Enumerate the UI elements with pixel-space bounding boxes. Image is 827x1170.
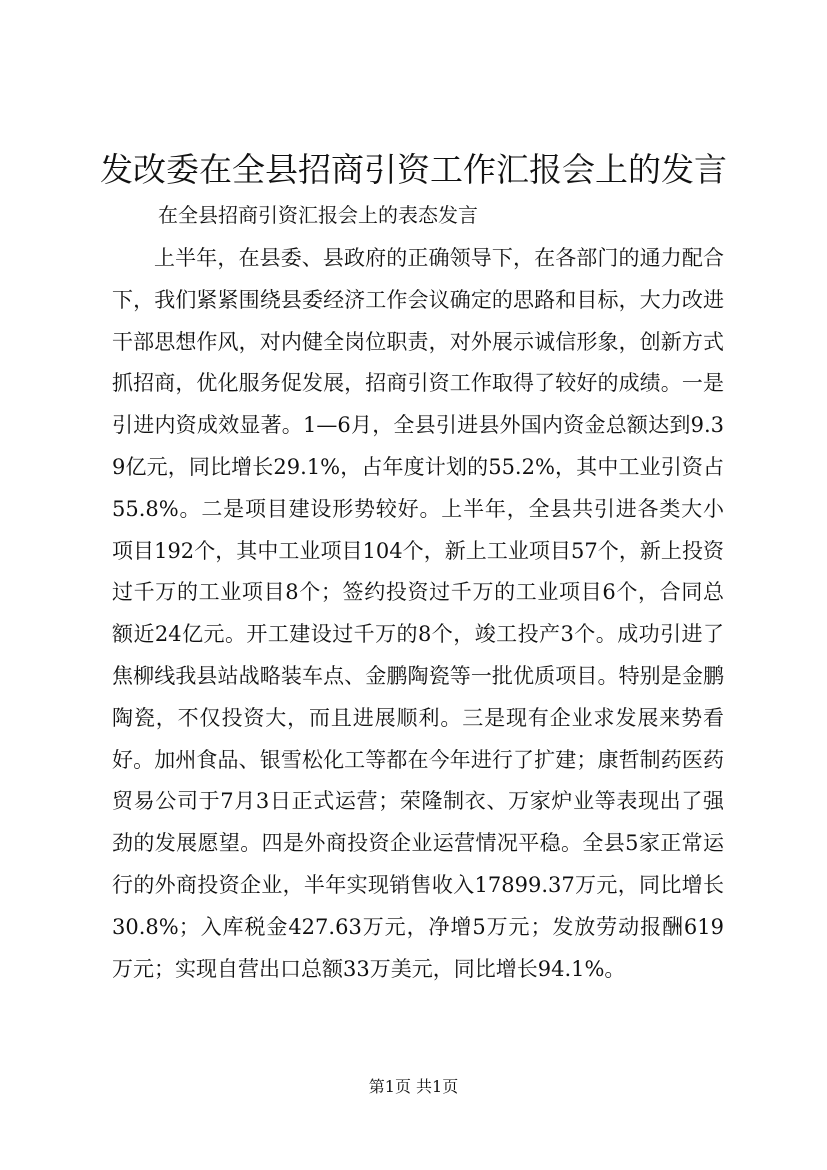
document-title: 发改委在全县招商引资工作汇报会上的发言 xyxy=(100,150,727,189)
page-footer: 第1页 共1页 xyxy=(368,1077,459,1096)
body-paragraph: 上半年，在县委、县政府的正确领导下，在各部门的通力配合下，我们紧紧围绕县委经济工作会议确定的思路和目标，大力改进干部思想作风，对内健全岗位职责，对外展示诚信形象，创新方式抓招商，优化服务促发展，招商引资工作取得了较好的成绩。一是引进内资成效显著。1—6月，全县引进县外国内资金总额达到9.39亿元，同比增长29.1%，占年度计划的55.2%，其中工业引资占55.8%。二是项目建设形势较好。上半年，全县共引进各类大小项目192个，其中工业项目104个，新上工业项目57个，新上投资过千万的工业项目8个；签约投资过千万的工业项目6个，合同总额近24亿元。开工建设过千万的8个，竣工投产3个。成功引进了焦柳线我县站战略装车点、金鹏陶瓷等一批优质项目。特别是金鹏陶瓷，不仅投资大，而且进展顺利。三是现有企业求发展来势看好。加州食品、银雪松化工等都在今年进行了扩建；康哲制药医药贸易公司于7月3日正式运营；荣隆制衣、万家炉业等表现出了强劲的发展愿望。四是外商投资企业运营情况平稳。全县5家正常运行的外商投资企业，半年实现销售收入17899.37万元，同比增长30.8%；入库税金427.63万元，净增5万元；发放劳动报酬619万元；实现自营出口总额33万美元，同比增长94.1%。 xyxy=(112,246,724,981)
document-subtitle: 在全县招商引资汇报会上的表态发言 xyxy=(158,203,478,227)
